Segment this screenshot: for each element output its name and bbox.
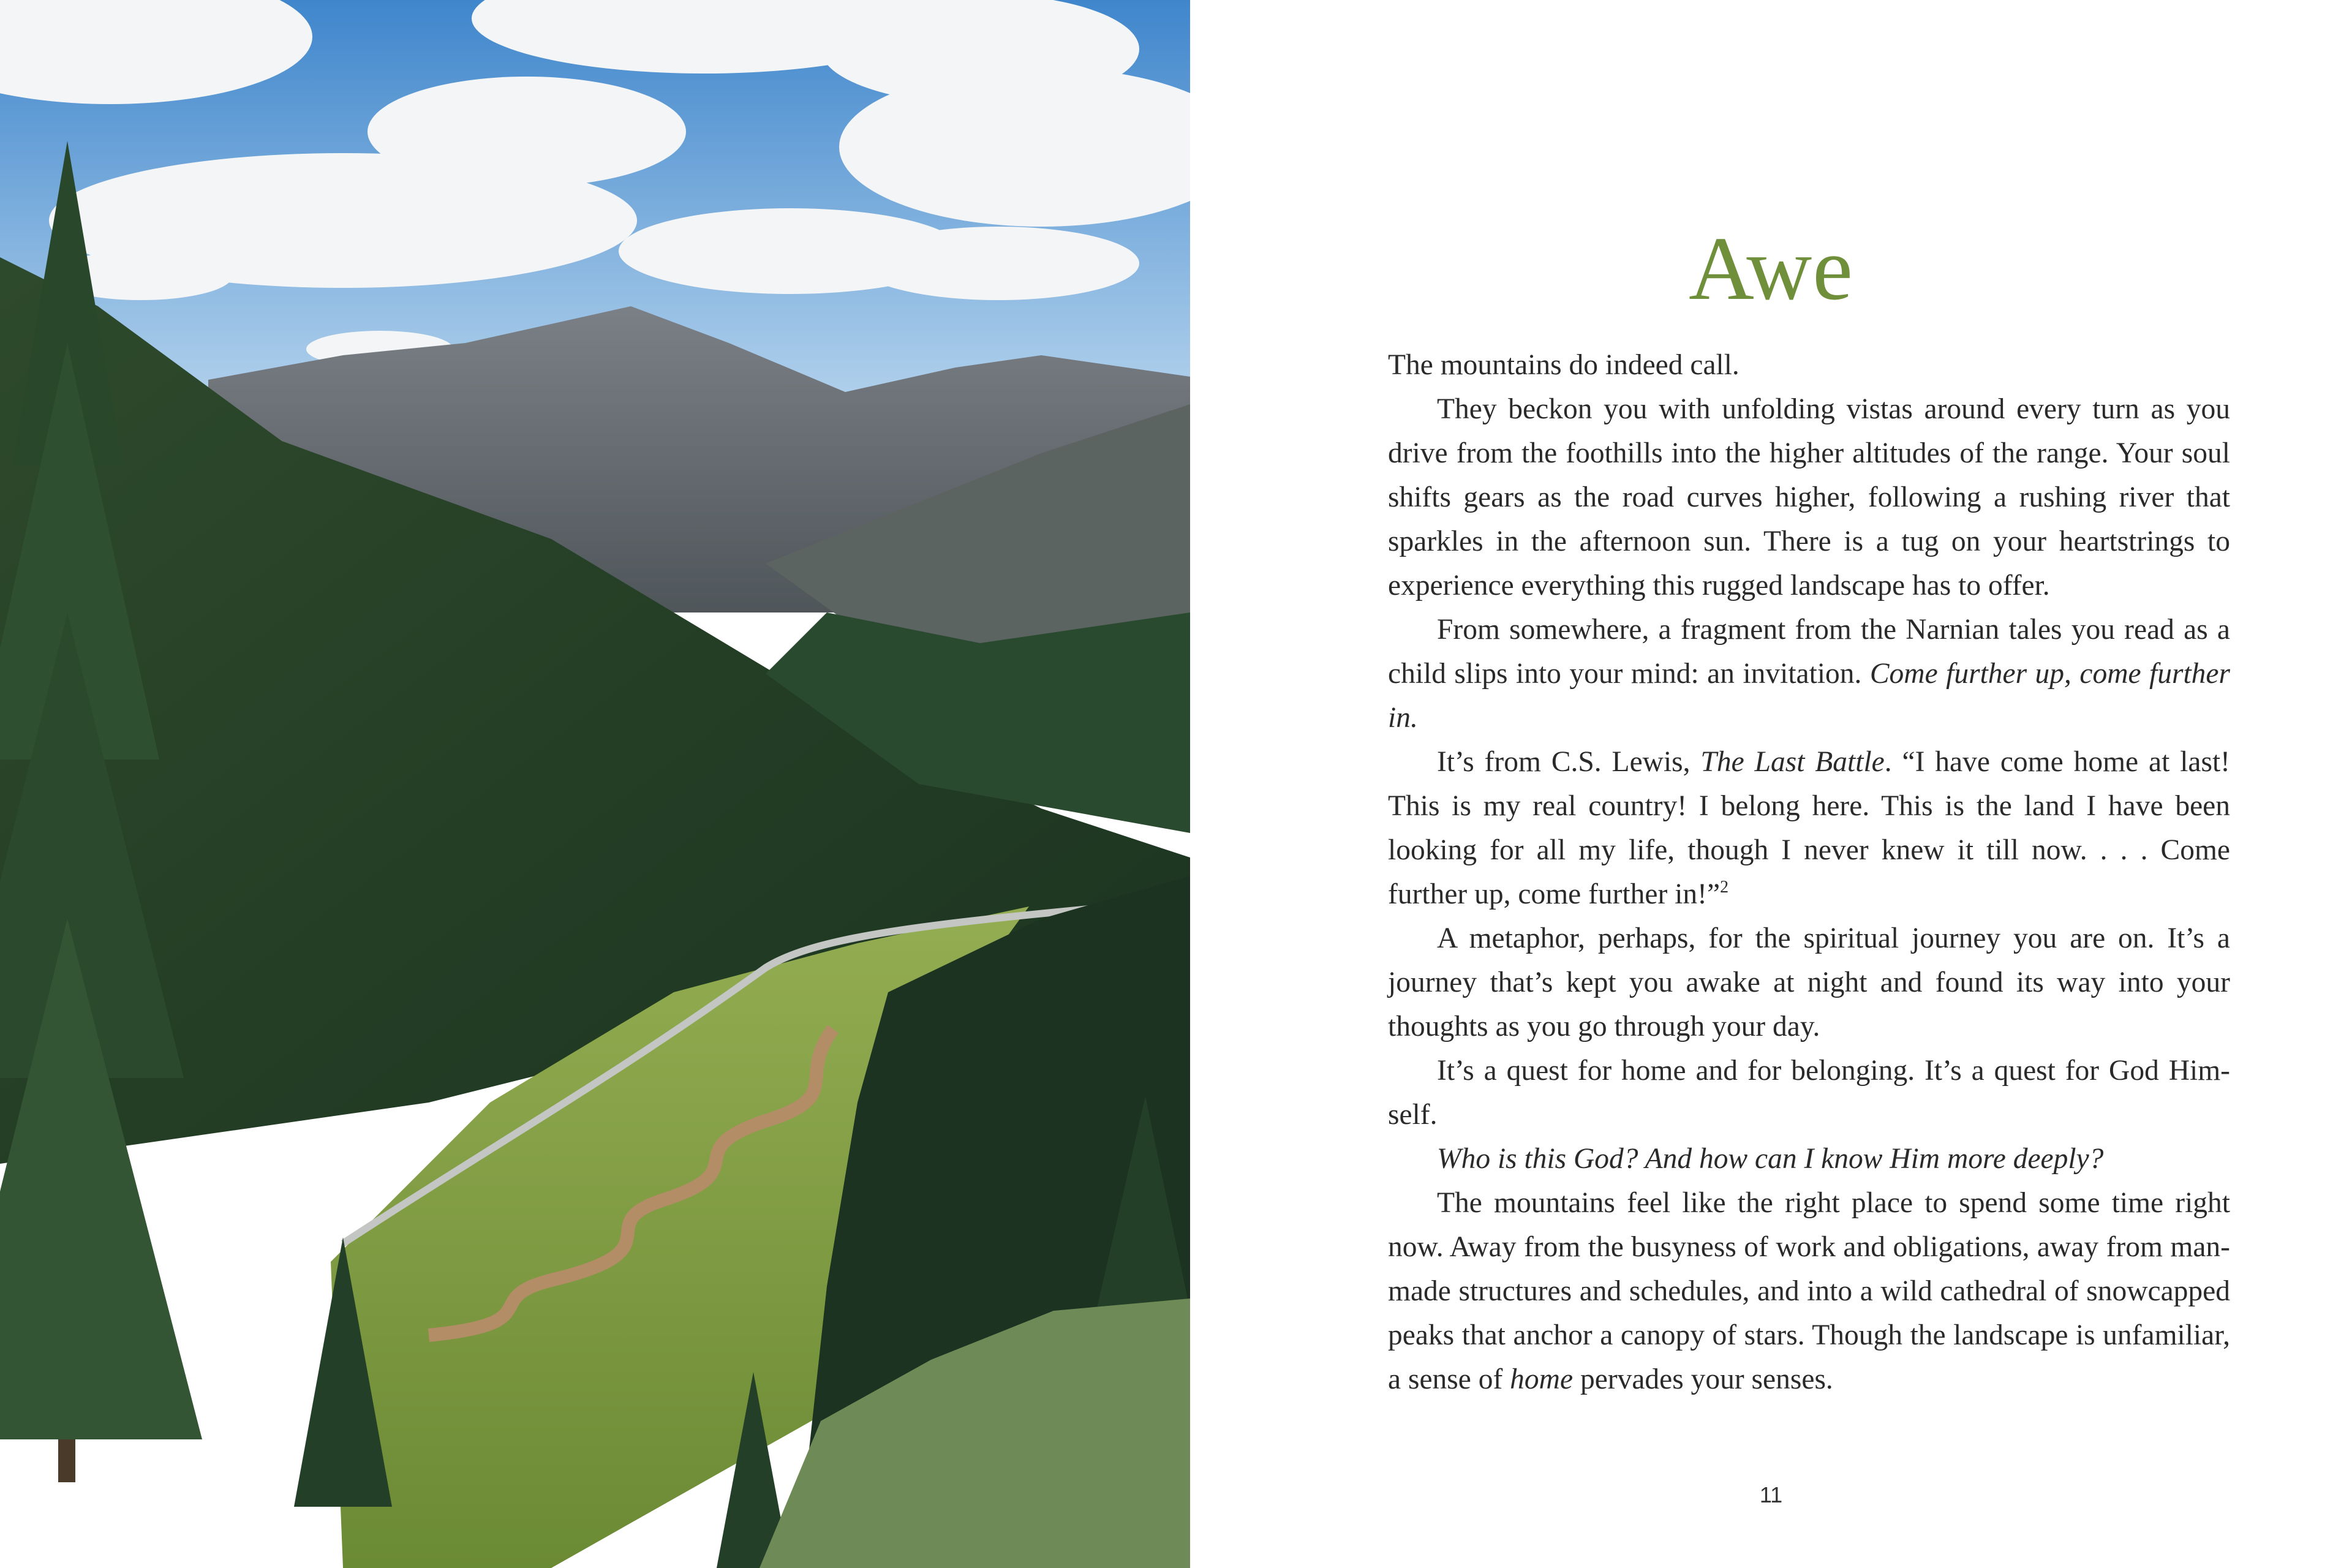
paragraph: The mountains do indeed call. xyxy=(1388,349,1740,381)
text-page xyxy=(1190,0,2352,1568)
footnote-marker: 2 xyxy=(1720,878,1729,897)
paragraph: A metaphor, perhaps, for the spiritual journey you are on. It’s a journey that’s kept you awake at night and found its way into your thoughts as you go through your day. xyxy=(1388,922,2230,1042)
book-title: The Last Battle xyxy=(1700,746,1885,778)
paragraph: They beckon you with unfolding vistas around every turn as you drive from the foothills into the higher altitudes of the range. Your soul shifts gears as the road curves higher, following a rushing river that sparkles in the afternoon sun. There is a tug on your heartstrings to experience everything this rugged landscape has to offer. xyxy=(1388,393,2230,601)
paragraph: From somewhere, a fragment from the Narnian tales you read as a child slips into your mind: an invitation. Come further up, come further in. xyxy=(1388,614,2231,734)
italic-quote: Come further up, come further in. xyxy=(1388,658,2231,734)
body-text xyxy=(1388,343,2230,1401)
paragraph: It’s from C.S. Lewis, The Last Battle. “I have come home at last! This is my real country! I belong here. This is the land I have been looking for all my life, though I never knew it till now. . . . Come further up, come further in!”$^2$ xyxy=(1388,746,2230,910)
chapter-title: Awe xyxy=(1689,219,1853,320)
page-number: 11 xyxy=(1759,1482,1783,1507)
paragraph xyxy=(1388,1137,2230,1181)
italic-word: home xyxy=(1510,1363,1574,1395)
italic-question: Who is this God? And how can I know Him more deeply? xyxy=(1437,1143,2104,1175)
paragraph: It’s a quest for home and for belonging. It’s a quest for God Himself. xyxy=(1388,1055,2230,1131)
paragraph: The mountains feel like the right place to spend some time right now. Away from the busyness of work and obligations, away from man-made structures and schedules, and into a wild cathedral of snowcapped peaks that anchor a canopy of stars. Though the landscape is unfamiliar, a sense of home pervades your senses. xyxy=(1388,1187,2230,1395)
